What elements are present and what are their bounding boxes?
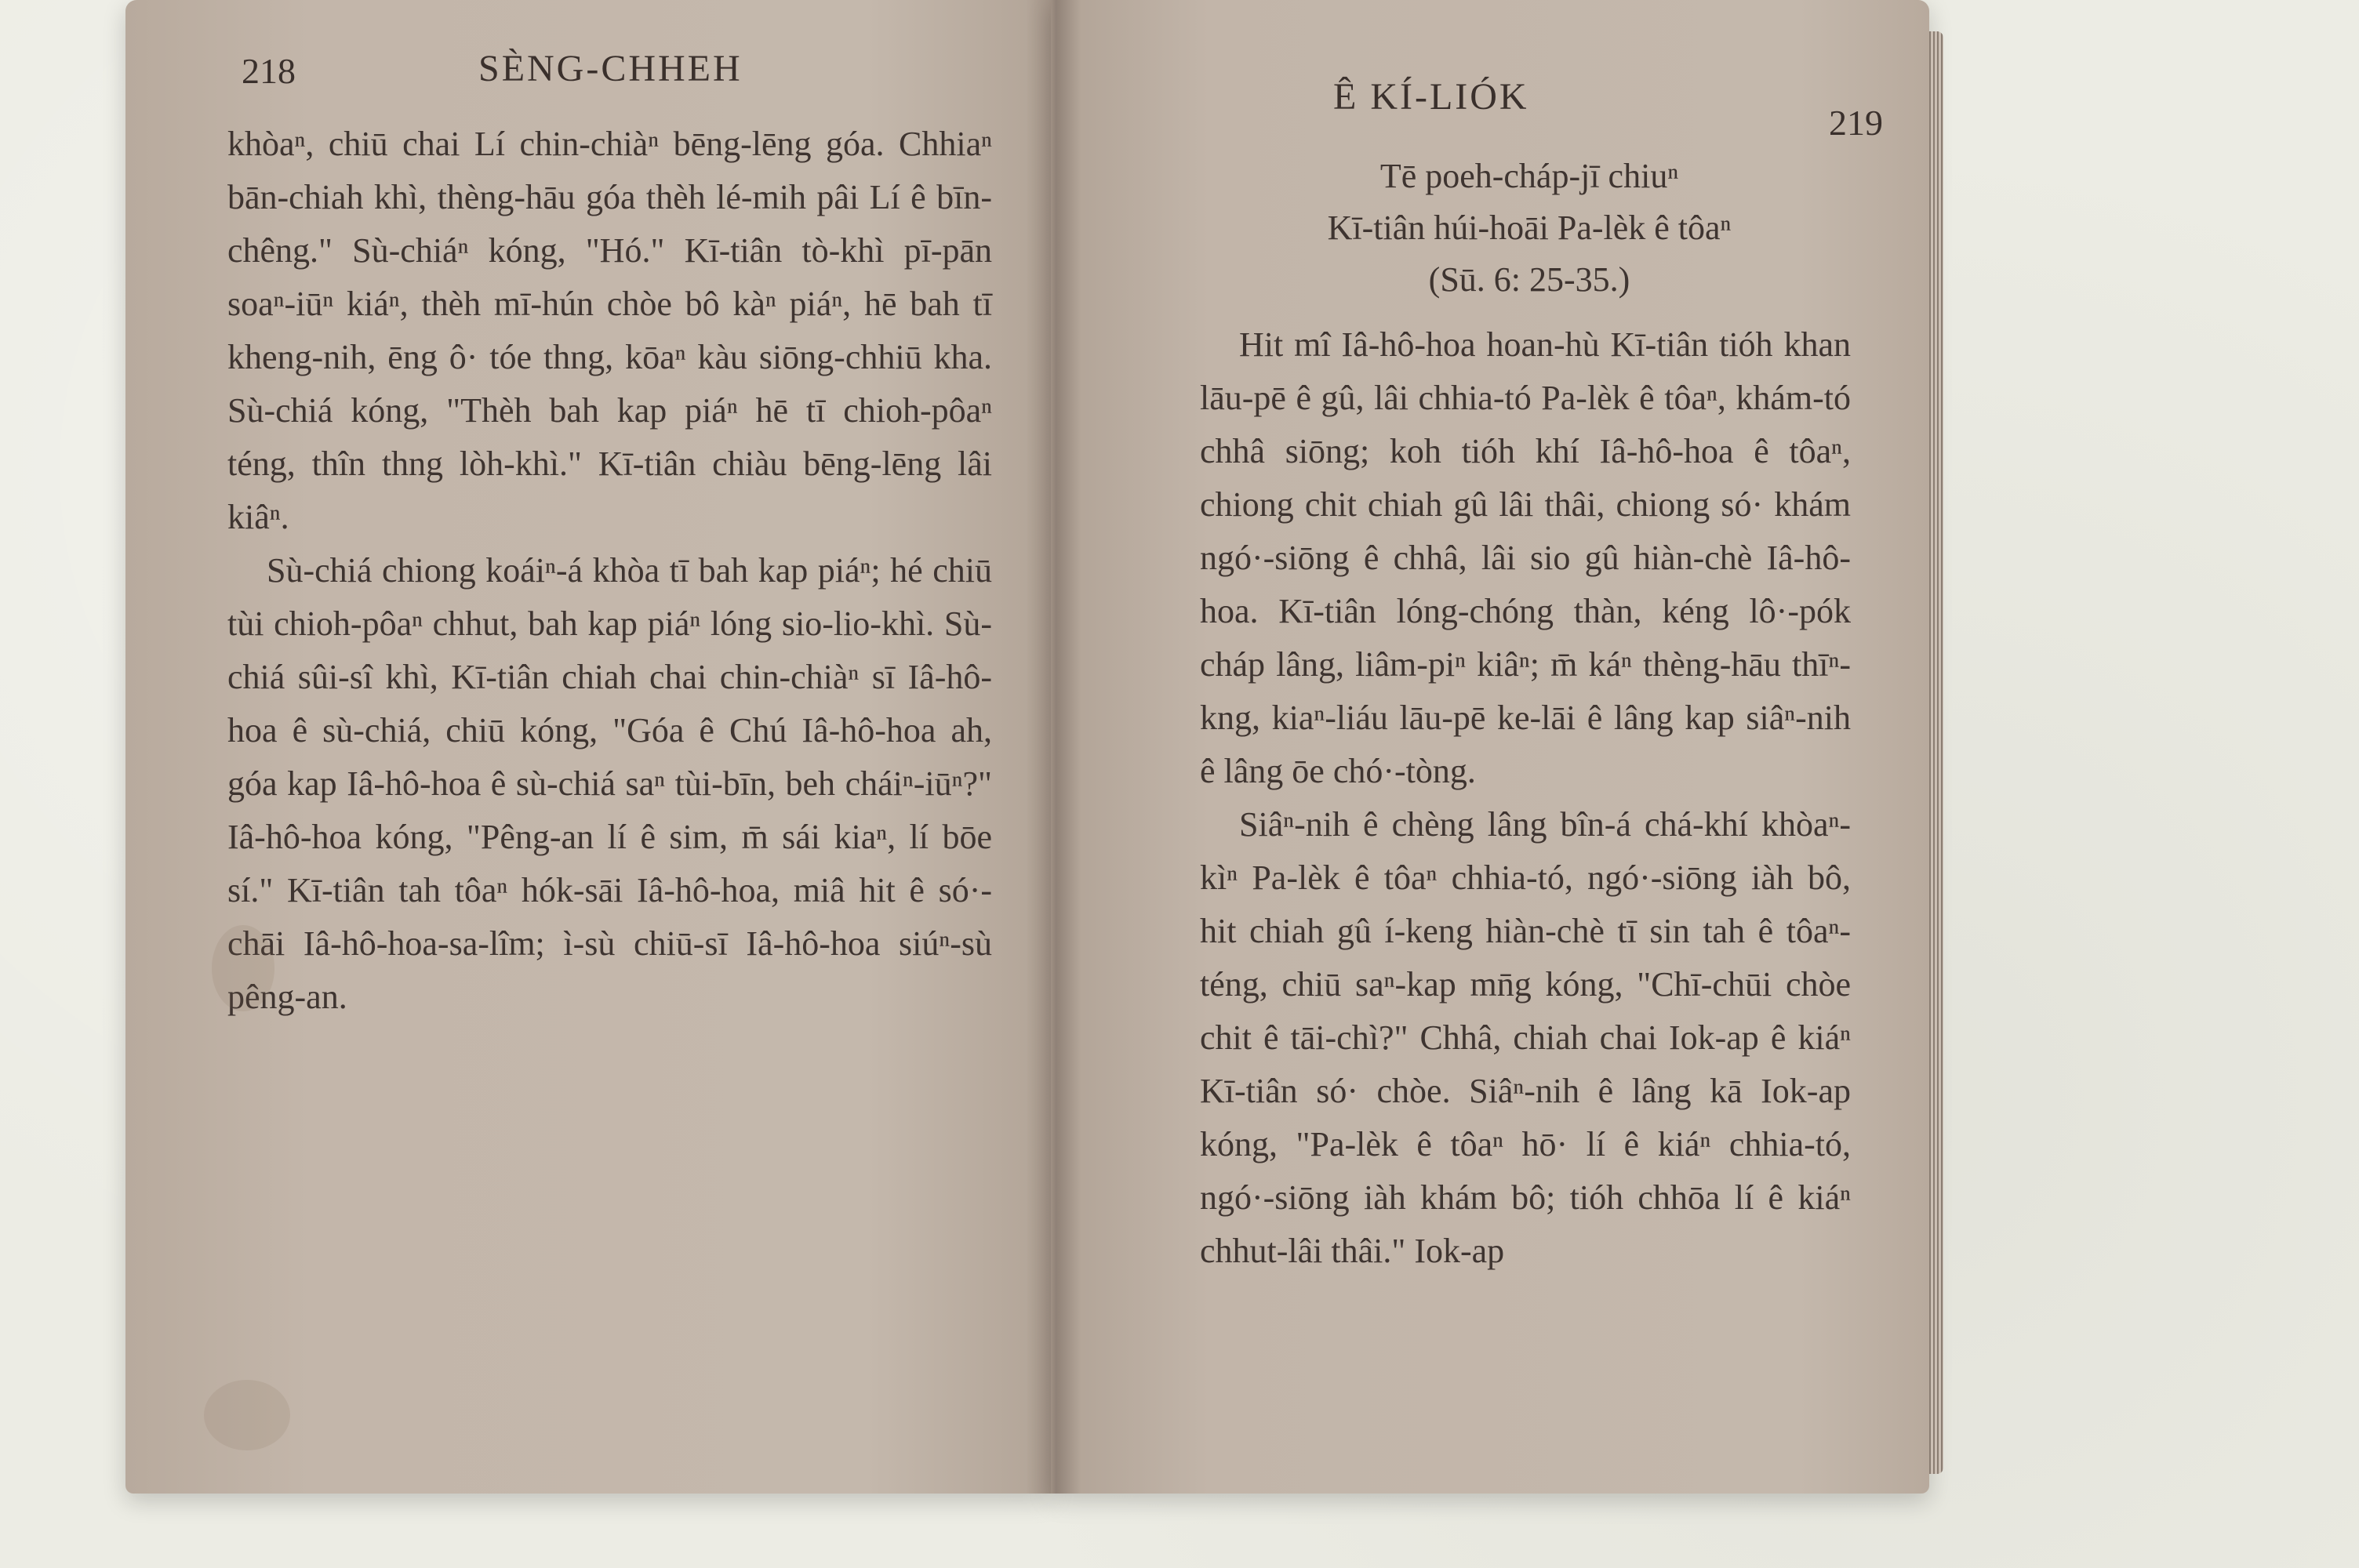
paragraph: Sù-chiá chiong koáiⁿ-á khòa tī bah kap piáⁿ; hé chiū tùi chioh-pôaⁿ chhut, bah kap piáⁿ lóng sio-lio-khì. Sù-chiá sûi-sî khì, Kī-tiân chiah chai chin-chiàⁿ sī Iâ-hô-hoa ê sù-chiá, chiū kóng, "Góa ê Chú Iâ-hô-hoa ah, góa kap Iâ-hô-hoa ê sù-chiá saⁿ tùi-bīn, beh cháiⁿ-iūⁿ?" Iâ-hô-hoa kóng, "Pêng-an lí ê sim, m̄ sái kiaⁿ, lí bōe sí." Kī-tiân tah tôaⁿ hók-sāi Iâ-hô-hoa, miâ hit ê só·-chāi Iâ-hô-hoa-sa-lîm; ì-sù chiū-sī Iâ-hô-hoa siúⁿ-sù pêng-an. (227, 551, 992, 1016)
paragraph: Siâⁿ-nih ê chèng lâng bîn-á chá-khí khòaⁿ-kìⁿ Pa-lèk ê tôaⁿ chhia-tó, ngó·-siōng iàh bô, hit chiah gû í-keng hiàn-chè tī sin tah ê tôaⁿ-téng, chiū saⁿ-kap mn̄g kóng, "Chī-chūi chòe chit ê tāi-chì?" Chhâ, chiah chai Iok-ap ê kiáⁿ Kī-tiân só· chòe. Siâⁿ-nih ê lâng kā Iok-ap kóng, "Pa-lèk ê tôaⁿ hō· lí ê kiáⁿ chhia-tó, ngó·-siōng iàh khám bô; tióh chhōa lí ê kiáⁿ chhut-lâi thâi." Iok-ap (1200, 805, 1851, 1270)
left-page (125, 0, 1051, 1494)
right-page-text (1200, 318, 1851, 1278)
right-page-heading (1208, 151, 1851, 306)
right-page (1051, 0, 1929, 1494)
paragraph: Hit mî Iâ-hô-hoa hoan-hù Kī-tiân tióh khan lāu-pē ê gû, lâi chhia-tó Pa-lèk ê tôaⁿ, khám-tó chhâ siōng; koh tióh khí Iâ-hô-hoa ê tôaⁿ, chiong chit chiah gû lâi thâi, chiong só· khám ngó·-siōng ê chhâ, lâi sio gû hiàn-chè Iâ-hô-hoa. Kī-tiân lóng-chóng thàn, kéng lô·-pók cháp lâng, liâm-piⁿ kiâⁿ; m̄ káⁿ thèng-hāu thīⁿ-kng, kiaⁿ-liáu lāu-pē ke-lāi ê lâng kap siâⁿ-nih ê lâng ōe chó·-tòng. (1200, 325, 1851, 790)
paragraph: khòaⁿ, chiū chai Lí chin-chiàⁿ bēng-lēng góa. Chhiaⁿ bān-chiah khì, thèng-hāu góa thèh lé-mih pâi Lí ê bīn-chêng." Sù-chiáⁿ kóng, "Hó." Kī-tiân tò-khì pī-pān soaⁿ-iūⁿ kiáⁿ, thèh mī-hún chòe bô kàⁿ piáⁿ, hē bah tī kheng-nih, ēng ô· tóe thng, kōaⁿ kàu siōng-chhiū kha. Sù-chiá kóng, "Thèh bah kap piáⁿ hē tī chioh-pôaⁿ téng, thîn thng lòh-khì." Kī-tiân chiàu bēng-lēng lâi kiâⁿ. (227, 125, 992, 536)
running-head-right: Ê KÍ-LIÓK (1333, 76, 1529, 118)
page-number-right: 219 (1829, 103, 1883, 143)
page-edge (1929, 31, 1943, 1474)
page-stain (204, 1380, 290, 1450)
page-stain (212, 925, 274, 1011)
open-book (125, 0, 1929, 1505)
chapter-title: Kī-tiân húi-hoāi Pa-lèk ê tôaⁿ (1327, 209, 1732, 247)
chapter-reference: (Sū. 6: 25-35.) (1428, 260, 1630, 299)
left-page-text (227, 118, 992, 1024)
running-head-left: SÈNG-CHHEH (478, 48, 743, 89)
chapter-heading: Tē poeh-cháp-jī chiuⁿ (1379, 157, 1679, 195)
page-number-left: 218 (242, 51, 296, 91)
